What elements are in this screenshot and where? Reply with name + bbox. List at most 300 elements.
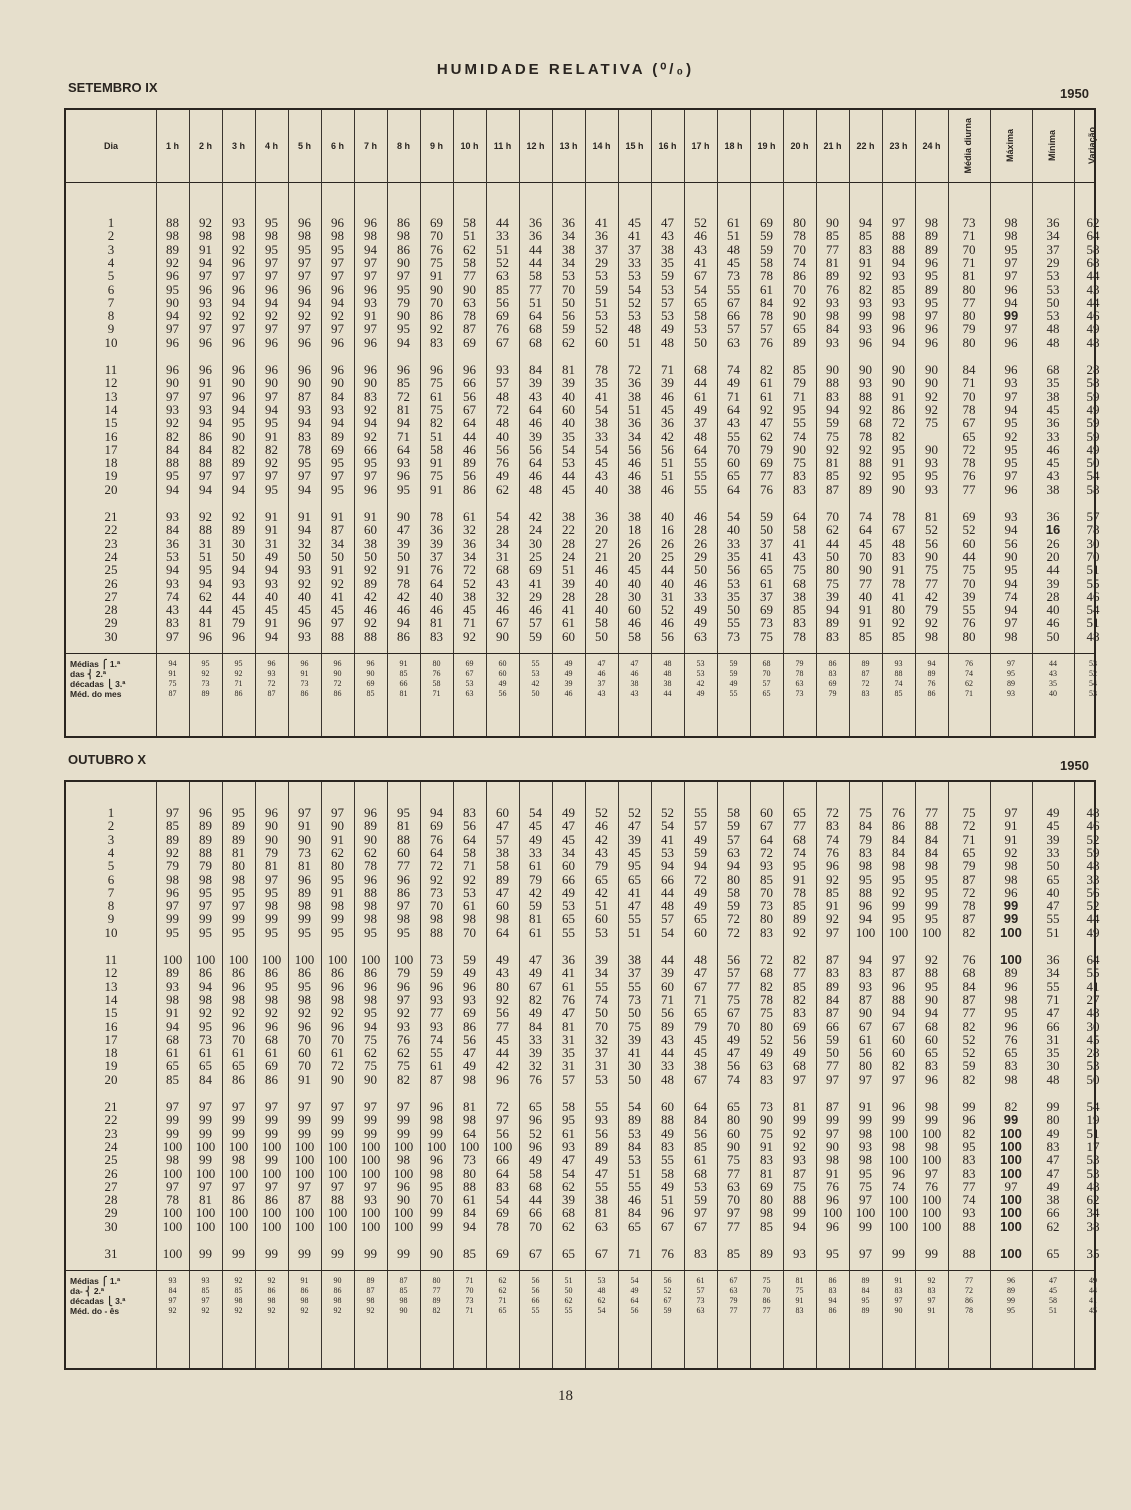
value-cell: 94 [364,1018,377,1034]
value-cell: 52 [595,805,608,820]
value-cell: 57 [496,375,509,391]
summary-value: 77 [729,1306,738,1316]
value-cell: 61 [562,978,575,994]
value-cell: 39 [628,1031,641,1047]
value-cell: 67 [694,978,707,994]
value-cell: 59 [760,509,773,524]
column-header [816,110,849,182]
value-cell: 38 [562,241,575,257]
value-cell: 61 [760,388,773,404]
value-cell: 46 [628,455,641,471]
value-cell: 57 [694,818,707,834]
value-cell: 75 [430,375,443,391]
value-cell: 46 [397,602,410,618]
value-cell: 100 [1000,1152,1022,1168]
value-cell: 81 [199,1192,212,1208]
value-cell: 88 [463,1178,476,1194]
value-cell: 88 [859,884,872,900]
value-cell: 97 [364,254,377,270]
value-cell: 72 [962,441,976,457]
day-cell: 28 [104,1192,118,1208]
summary-value: 79 [729,1296,738,1306]
value-cell: 49 [1086,321,1100,337]
day-cell: 29 [104,1205,118,1221]
value-cell: 52 [962,1045,976,1061]
value-cell: 96 [166,334,179,350]
value-cell: 49 [1046,805,1060,820]
value-cell: 77 [727,1165,740,1181]
value-cell: 39 [595,952,608,967]
value-cell: 94 [265,562,278,578]
summary-value: 66 [531,1296,540,1306]
summary-value: 47 [1049,1276,1057,1286]
value-cell: 61 [232,1045,245,1061]
value-cell: 97 [331,1099,344,1114]
value-cell: 91 [199,375,212,391]
value-cell: 100 [261,1165,282,1181]
value-cell: 85 [826,228,839,244]
value-cell: 100 [888,1152,909,1168]
value-cell: 99 [298,911,311,927]
value-cell: 97 [727,1205,740,1221]
value-cell: 54 [1086,602,1100,618]
value-cell: 54 [496,1192,509,1208]
summary-label: das ⎨ 2.ª [70,669,106,679]
value-cell: 36 [595,228,608,244]
value-cell: 59 [595,281,608,297]
summary-value: 50 [564,1286,573,1296]
summary-value: 45 [1089,1306,1097,1316]
value-cell: 93 [199,401,212,417]
value-cell: 97 [925,1165,938,1181]
value-cell: 50 [826,1045,839,1061]
value-cell: 77 [463,268,476,284]
value-cell: 93 [595,1112,608,1128]
value-cell: 35 [595,375,608,391]
summary-value: 85 [399,669,408,678]
value-cell: 41 [628,884,641,900]
value-cell: 31 [562,1058,575,1074]
value-cell: 84 [962,362,976,377]
value-cell: 91 [892,562,905,578]
value-cell: 90 [331,1071,344,1087]
value-cell: 45 [1046,401,1060,417]
value-cell: 95 [562,1112,575,1128]
value-cell: 68 [166,1031,179,1047]
column-header [684,110,717,182]
summary-value: 58 [1049,1296,1057,1306]
value-cell: 48 [1086,1005,1100,1021]
value-cell: 53 [1046,308,1060,324]
day-cell: 12 [104,375,118,391]
summary-value: 90 [399,1306,408,1316]
value-cell: 83 [793,1005,806,1021]
value-cell: 97 [232,1099,245,1114]
value-cell: 44 [232,588,245,604]
summary-value: 84 [168,1286,177,1296]
summary-value: 89 [366,1276,375,1286]
value-cell: 77 [397,858,410,874]
summary-value: 77 [762,1306,771,1316]
value-cell: 34 [496,535,509,551]
summary-value: 73 [696,1296,705,1306]
value-cell: 36 [628,415,641,431]
value-cell: 91 [397,562,410,578]
value-cell: 90 [397,254,410,270]
summary-value: 88 [894,669,903,678]
value-cell: 99 [331,1125,344,1141]
value-cell: 91 [859,602,872,618]
value-cell: 95 [892,468,905,484]
value-cell: 84 [826,991,839,1007]
value-cell: 40 [562,415,575,431]
value-cell: 94 [463,1218,476,1234]
value-cell: 95 [265,481,278,497]
value-cell: 84 [199,441,212,457]
value-cell: 95 [430,1178,443,1194]
value-cell: 95 [331,871,344,887]
column-header-label: 7 h [363,141,377,151]
value-cell: 89 [232,831,245,847]
value-cell: 61 [430,1058,443,1074]
value-cell: 71 [727,388,740,404]
value-cell: 65 [562,911,575,927]
value-cell: 47 [727,1045,740,1061]
value-cell: 97 [331,268,344,284]
value-cell: 60 [298,1045,311,1061]
value-cell: 83 [859,844,872,860]
value-cell: 93 [496,362,509,377]
column-header-label: 2 h [198,141,212,151]
value-cell: 40 [595,481,608,497]
value-cell: 80 [727,871,740,887]
value-cell: 100 [921,1125,942,1141]
value-cell: 67 [496,615,509,631]
value-cell: 52 [962,1031,976,1047]
value-cell: 86 [232,965,245,981]
value-cell: 79 [793,375,806,391]
value-cell: 69 [496,1246,509,1261]
value-cell: 99 [265,1125,278,1141]
value-cell: 60 [595,911,608,927]
value-cell: 61 [529,858,542,874]
value-cell: 82 [892,428,905,444]
value-cell: 53 [628,1152,641,1168]
value-cell: 98 [1004,858,1018,874]
value-cell: 53 [1086,1152,1100,1168]
value-cell: 75 [859,1178,872,1194]
value-cell: 92 [265,1005,278,1021]
value-cell: 67 [694,1071,707,1087]
value-cell: 93 [397,1018,410,1034]
value-cell: 94 [892,1005,905,1021]
value-cell: 90 [892,481,905,497]
summary-value: 74 [965,669,973,678]
table-row [66,1005,1100,1021]
value-cell: 69 [760,455,773,471]
summary-value: 83 [795,1306,804,1316]
value-cell: 78 [962,898,976,914]
value-cell: 100 [360,952,381,967]
summary-label: Médias ⎧ 1.ª [70,659,121,669]
value-cell: 94 [199,254,212,270]
value-cell: 98 [925,628,938,644]
value-cell: 47 [496,884,509,900]
value-cell: 90 [166,375,179,391]
value-cell: 95 [628,858,641,874]
table-row [66,1045,1100,1061]
value-cell: 91 [892,455,905,471]
value-cell: 97 [859,1071,872,1087]
value-cell: 51 [628,1165,641,1181]
value-cell: 98 [496,911,509,927]
day-cell: 4 [107,844,115,860]
value-cell: 89 [925,241,938,257]
summary-value: 71 [465,1276,474,1286]
summary-value: 65 [762,689,771,698]
value-cell: 75 [962,562,976,578]
value-cell: 99 [892,898,905,914]
summary-value: 78 [795,669,804,678]
value-cell: 32 [298,535,311,551]
value-cell: 96 [1004,481,1018,497]
value-cell: 51 [1046,924,1060,940]
day-cell: 2 [107,228,115,244]
value-cell: 71 [661,991,674,1007]
summary-value: 47 [597,659,606,668]
value-cell: 98 [298,898,311,914]
value-cell: 87 [298,388,311,404]
value-cell: 48 [628,321,641,337]
value-cell: 61 [331,1045,344,1061]
value-cell: 94 [265,294,278,310]
value-cell: 73 [463,1152,476,1168]
value-cell: 34 [463,548,476,564]
summary-value: 81 [399,689,408,698]
value-cell: 54 [694,281,707,297]
value-cell: 30 [628,1058,641,1074]
value-cell: 86 [232,1192,245,1208]
value-cell: 97 [232,1178,245,1194]
value-cell: 89 [826,268,839,284]
value-cell: 97 [166,805,179,820]
value-cell: 30 [232,535,245,551]
value-cell: 94 [397,615,410,631]
value-cell: 49 [661,321,674,337]
summary-value: 50 [531,689,540,698]
summary-value: 61 [696,1276,705,1286]
value-cell: 43 [595,844,608,860]
summary-value: 93 [1007,689,1015,698]
value-cell: 56 [496,294,509,310]
summary-value: 91 [168,669,177,678]
summary-value: 83 [828,1286,837,1296]
value-cell: 57 [661,911,674,927]
value-cell: 39 [962,588,976,604]
value-cell: 96 [298,871,311,887]
value-cell: 91 [1004,818,1018,834]
value-cell: 96 [331,1018,344,1034]
table-row [66,818,1100,834]
value-cell: 39 [529,1045,542,1061]
value-cell: 72 [727,911,740,927]
summary-value: 94 [828,1296,837,1306]
value-cell: 97 [232,898,245,914]
value-cell: 94 [1004,522,1018,538]
value-cell: 45 [1046,818,1060,834]
value-cell: 47 [1046,1152,1060,1168]
value-cell: 99 [1003,898,1019,914]
value-cell: 95 [925,911,938,927]
day-cell: 7 [107,294,115,310]
value-cell: 95 [298,455,311,471]
value-cell: 65 [962,428,976,444]
value-cell: 98 [364,228,377,244]
value-cell: 98 [331,898,344,914]
value-cell: 70 [595,1018,608,1034]
value-cell: 58 [760,254,773,270]
value-cell: 69 [793,1018,806,1034]
value-cell: 80 [1046,1112,1060,1128]
value-cell: 55 [562,924,575,940]
value-cell: 50 [562,294,575,310]
value-cell: 53 [661,308,674,324]
table-row [66,228,1100,244]
value-cell: 100 [228,1218,249,1234]
day-cell: 8 [107,898,115,914]
value-cell: 57 [529,615,542,631]
value-cell: 92 [331,1005,344,1021]
summary-value: 62 [597,1296,606,1306]
value-cell: 54 [727,509,740,524]
value-cell: 100 [855,1205,876,1221]
value-cell: 80 [962,334,976,350]
value-cell: 63 [496,268,509,284]
value-cell: 97 [1004,1178,1018,1194]
value-cell: 51 [661,455,674,471]
value-cell: 33 [727,535,740,551]
value-cell: 69 [496,308,509,324]
day-cell: 22 [104,1112,118,1128]
value-cell: 91 [892,388,905,404]
value-cell: 96 [364,805,377,820]
value-cell: 97 [265,321,278,337]
value-cell: 50 [595,628,608,644]
value-cell: 88 [859,455,872,471]
value-cell: 90 [826,215,839,230]
value-cell: 54 [1086,1099,1100,1114]
value-cell: 95 [892,911,905,927]
value-cell: 98 [1004,1071,1018,1087]
summary-value: 96 [333,659,342,668]
value-cell: 58 [562,1099,575,1114]
value-cell: 49 [661,1125,674,1141]
value-cell: 40 [1046,602,1060,618]
value-cell: 47 [628,898,641,914]
value-cell: 93 [826,294,839,310]
value-cell: 47 [529,952,542,967]
value-cell: 79 [859,831,872,847]
value-cell: 86 [265,965,278,981]
value-cell: 50 [364,548,377,564]
value-cell: 100 [921,1205,942,1221]
value-cell: 47 [1046,1005,1060,1021]
value-cell: 40 [628,575,641,591]
value-cell: 51 [562,562,575,578]
value-cell: 34 [1086,1205,1100,1221]
value-cell: 81 [793,1099,806,1114]
value-cell: 95 [166,924,179,940]
value-cell: 77 [925,805,938,820]
value-cell: 91 [826,898,839,914]
summary-value: 46 [630,669,639,678]
summary-value: 44 [1089,1286,1097,1296]
value-cell: 29 [595,254,608,270]
value-cell: 55 [1086,965,1100,981]
value-cell: 66 [1046,1018,1060,1034]
value-cell: 44 [1086,268,1100,284]
column-header-label: 5 h [297,141,311,151]
value-cell: 97 [199,898,212,914]
value-cell: 76 [430,562,443,578]
value-cell: 76 [962,468,976,484]
value-cell: 100 [393,952,414,967]
value-cell: 36 [1046,952,1060,967]
value-cell: 85 [166,818,179,834]
value-cell: 98 [232,871,245,887]
column-header [255,110,288,182]
summary-value: 83 [927,1286,936,1296]
value-cell: 53 [1046,281,1060,297]
value-cell: 93 [166,401,179,417]
day-cell: 22 [104,522,118,538]
value-cell: 97 [892,1071,905,1087]
value-cell: 60 [727,1125,740,1141]
column-header-label: 18 h [724,141,743,151]
value-cell: 97 [298,805,311,820]
value-cell: 95 [298,241,311,257]
summary-value: 69 [465,659,474,668]
value-cell: 94 [298,415,311,431]
table-row [66,1192,1100,1208]
value-cell: 100 [1000,1205,1022,1221]
value-cell: 96 [199,805,212,820]
summary-value: 98 [366,1296,375,1306]
value-cell: 96 [925,321,938,337]
value-cell: 95 [397,481,410,497]
value-cell: 44 [1086,294,1100,310]
column-header [552,110,585,182]
value-cell: 90 [859,1005,872,1021]
summary-value: 86 [333,689,342,698]
value-cell: 26 [694,535,707,551]
summary-value: 92 [300,1306,309,1316]
value-cell: 98 [463,1071,476,1087]
value-cell: 64 [463,1125,476,1141]
value-cell: 94 [331,294,344,310]
value-cell: 91 [331,884,344,900]
value-cell: 93 [199,294,212,310]
summary-value: 56 [531,1276,540,1286]
value-cell: 94 [694,858,707,874]
value-cell: 90 [496,628,509,644]
day-cell: 12 [104,965,118,981]
value-cell: 76 [826,844,839,860]
value-cell: 62 [1046,1218,1060,1234]
value-cell: 60 [694,924,707,940]
value-cell: 52 [1086,831,1100,847]
value-cell: 97 [298,268,311,284]
